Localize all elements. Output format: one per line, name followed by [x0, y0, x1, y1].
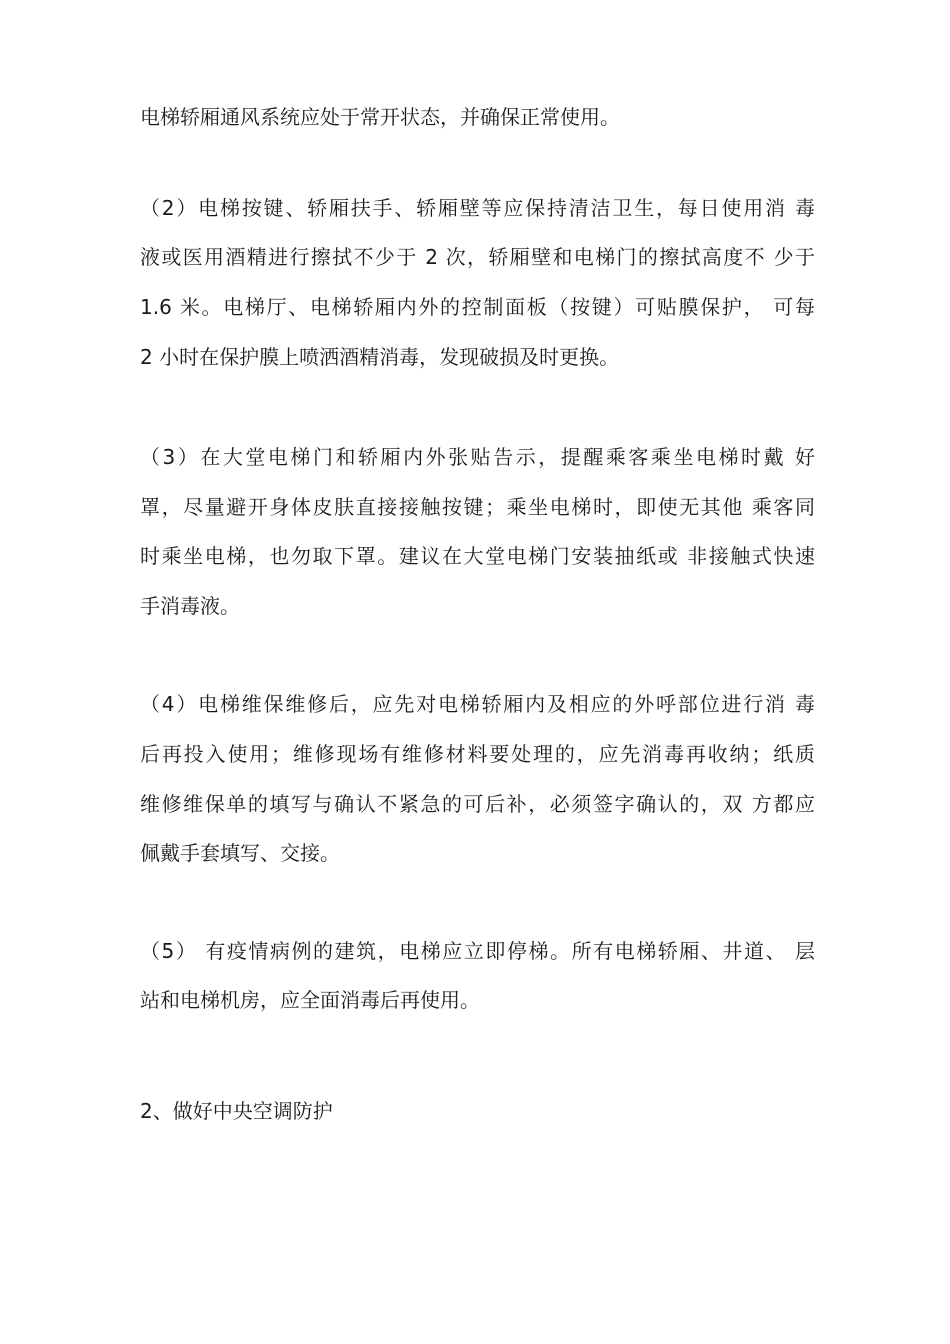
paragraph-line: 1.6 米。电梯厅、电梯轿厢内外的控制面板（按键）可贴膜保护， 可每 — [140, 295, 815, 319]
section-heading: 2、做好中央空调防护 — [140, 1099, 333, 1123]
paragraph-line: 佩戴手套填写、交接。 — [140, 841, 340, 865]
paragraph-line: 手消毒液。 — [140, 594, 240, 618]
paragraph-line: 站和电梯机房，应全面消毒后再使用。 — [140, 988, 480, 1012]
paragraph-line: 后再投入使用；维修现场有维修材料要处理的，应先消毒再收纳；纸质 — [140, 742, 815, 766]
paragraph-line: 时乘坐电梯，也勿取下罩。建议在大堂电梯门安装抽纸或 非接触式快速 — [140, 544, 815, 568]
paragraph-line: 罩，尽量避开身体皮肤直接接触按键；乘坐电梯时，即使无其他 乘客同 — [140, 495, 815, 519]
paragraph-line: （3）在大堂电梯门和轿厢内外张贴告示，提醒乘客乘坐电梯时戴 好 — [140, 445, 815, 469]
paragraph-line: 维修维保单的填写与确认不紧急的可后补，必须签字确认的，双 方都应 — [140, 792, 815, 816]
paragraph-line: （2）电梯按键、轿厢扶手、轿厢壁等应保持清洁卫生，每日使用消 毒 — [140, 196, 815, 220]
paragraph-line: （5） 有疫情病例的建筑，电梯应立即停梯。所有电梯轿厢、井道、 层 — [140, 939, 815, 963]
paragraph-line: 2 小时在保护膜上喷洒酒精消毒，发现破损及时更换。 — [140, 345, 620, 369]
paragraph-line: 液或医用酒精进行擦拭不少于 2 次，轿厢壁和电梯门的擦拭高度不 少于 — [140, 245, 815, 269]
paragraph-line: （4）电梯维保维修后，应先对电梯轿厢内及相应的外呼部位进行消 毒 — [140, 692, 815, 716]
paragraph-line: 电梯轿厢通风系统应处于常开状态，并确保正常使用。 — [140, 105, 620, 129]
